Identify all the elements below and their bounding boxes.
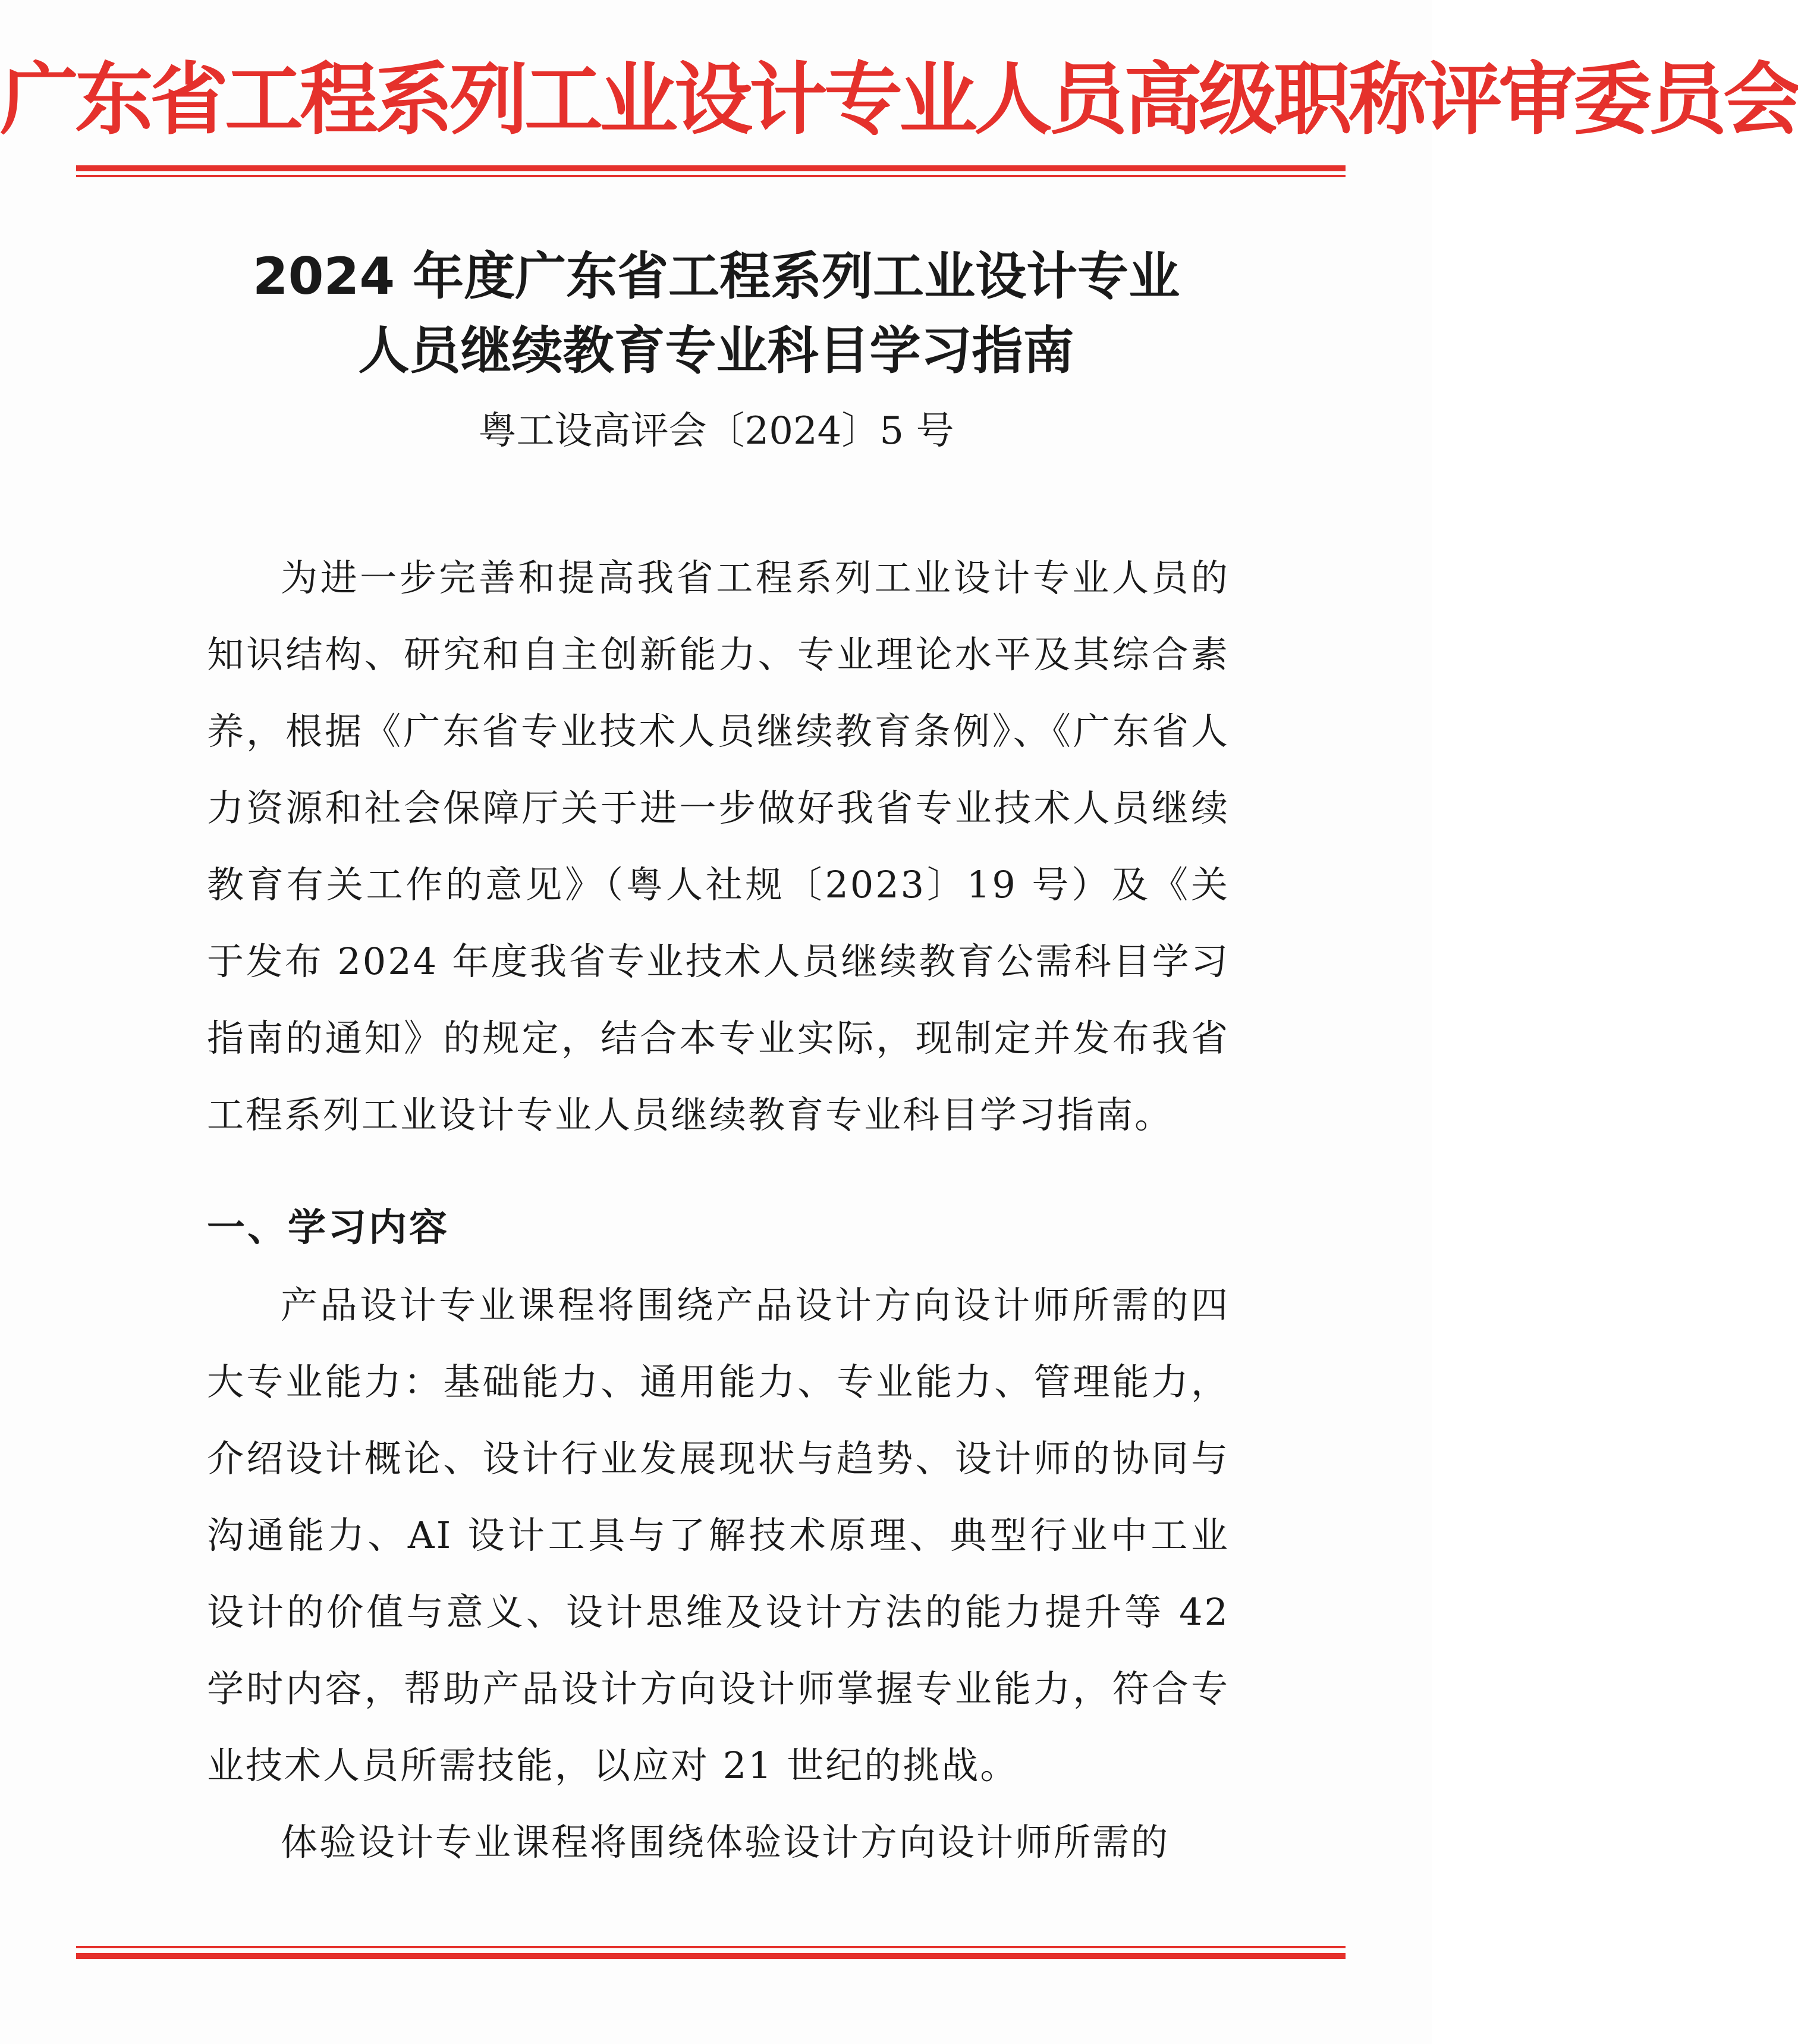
organization-header: 广东省工程系列工业设计专业人员高级职称评审委员会: [0, 54, 1798, 146]
intro-paragraph: 为进一步完善和提高我省工程系列工业设计专业人员的知识结构、研究和自主创新能力、专业理论水平及其综合素养，根据《广东省专业技术人员继续教育条例》、《广东省人力资源和社会保障厅关于进一步做好我省专业技术人员继续教育有关工作的意见》（粤人社规〔2023〕19 号）及《关于发布 2024 年度我省专业技术人员继续教育公需科目学习指南的通知》的规定，结合本专业实际，现制定并发布我省工程系列工业设计专业人员继续教育专业科目学习指南。: [207, 556, 1230, 1136]
header-rule-thin: [76, 175, 1346, 177]
document-title-line-2: 人员继续教育专业科目学习指南: [358, 321, 1074, 381]
section-1-paragraph-1: 产品设计专业课程将围绕产品设计方向设计师所需的四大专业能力：基础能力、通用能力、专业能力、管理能力，介绍设计概论、设计行业发展现状与趋势、设计师的协同与沟通能力、AI 设计工具与了解技术原理、典型行业中工业设计的价值与意义、设计思维及设计方法的能力提升等 42 学时内容，帮助产品设计方向设计师掌握专业能力，符合专业技术人员所需技能，以应对 21 世纪的挑战。: [207, 1283, 1230, 1787]
footer-rule-thin: [76, 1946, 1346, 1948]
section-1-paragraph-2: 体验设计专业课程将围绕体验设计方向设计师所需的: [281, 1820, 1170, 1864]
document-title-line-1: 2024 年度广东省工程系列工业设计专业: [252, 247, 1180, 306]
footer-rule-thick: [76, 1953, 1346, 1959]
header-rule-thick: [76, 165, 1346, 171]
intro-block: [207, 539, 1230, 1153]
section-heading-1: 一、学习内容: [207, 1206, 449, 1250]
section-1-block: [207, 1267, 1230, 1880]
document-number: 粤工设高评会〔2024〕5 号: [478, 409, 954, 453]
